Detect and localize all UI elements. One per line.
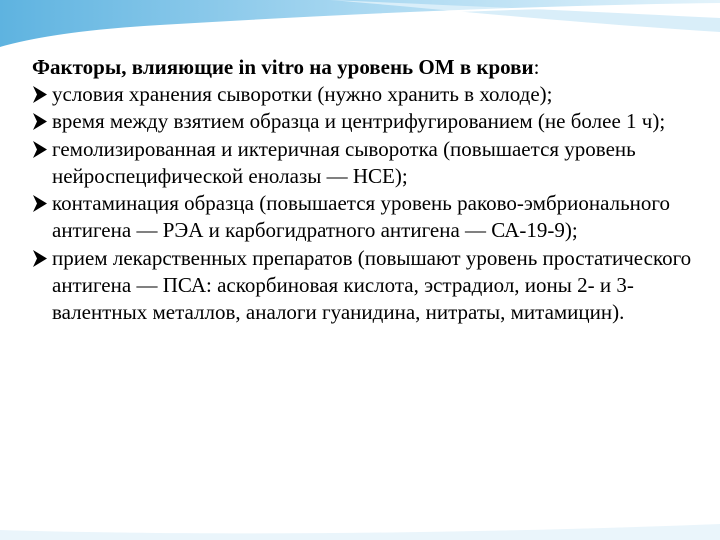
list-item-text: гемолизированная и иктеричная сыворотка (повышается уровень нейроспецифической енолазы — НСЕ);	[52, 136, 636, 188]
bottom-wave-decoration	[0, 510, 720, 540]
list-item-text: прием лекарственных препаратов (повышают уровень простатического антигена — ПСА: аскорбиновая кислота, эстрадиол, ионы 2- и 3-валентных металлов, аналоги гуанидина, нитраты, митамицин).	[52, 245, 692, 325]
arrowhead-bullet-icon	[32, 250, 47, 267]
heading-text: Факторы, влияющие in vitro на уровень ОМ в крови	[32, 55, 534, 79]
list-item	[32, 245, 700, 327]
list-item-text: условия хранения сыворотки (нужно хранить в холоде);	[52, 82, 553, 106]
slide-content	[32, 54, 700, 327]
arrowhead-bullet-icon	[32, 86, 47, 103]
list-item	[32, 81, 700, 108]
heading-colon: :	[533, 55, 540, 79]
arrowhead-bullet-icon	[32, 141, 47, 158]
list-item	[32, 108, 700, 135]
top-wave-decoration	[0, 0, 720, 60]
arrowhead-bullet-icon	[32, 113, 47, 130]
slide-heading	[32, 54, 700, 81]
list-item	[32, 190, 700, 245]
arrowhead-bullet-icon	[32, 195, 47, 212]
list-item-text: контаминация образца (повышается уровень раково-эмбрионального антигена — РЭА и карбогидратного антигена — СА-19-9);	[52, 191, 671, 243]
list-item-text: время между взятием образца и центрифугированием (не более 1 ч);	[52, 109, 666, 134]
factor-list	[32, 81, 700, 327]
list-item	[32, 136, 700, 191]
